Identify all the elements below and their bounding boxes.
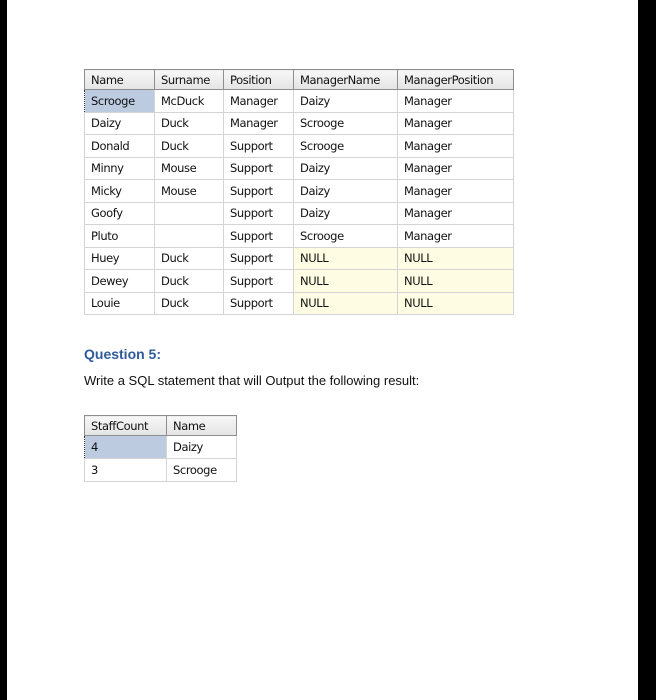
cell-managername[interactable]: Scrooge [294,112,398,135]
cell-position[interactable]: Support [224,202,294,225]
cell-managername[interactable]: NULL [294,270,398,293]
question-title: Question 5: [84,346,162,362]
cell-name[interactable]: Daizy [85,112,155,135]
table-row [85,180,514,203]
expected-result-grid [84,415,237,482]
cell-managerposition[interactable]: Manager [398,180,514,203]
cell-position[interactable]: Manager [224,112,294,135]
table-row [85,90,514,113]
cell-managername[interactable]: NULL [294,292,398,315]
cell-name[interactable]: Daizy [167,436,237,459]
table-row [85,157,514,180]
cell-surname[interactable]: Duck [155,135,224,158]
cell-surname[interactable]: Duck [155,247,224,270]
left-page-edge [0,0,7,700]
table-row [85,112,514,135]
column-header-position[interactable]: Position [224,70,294,90]
cell-managername[interactable]: Daizy [294,202,398,225]
grid-header-row [85,70,514,90]
cell-surname[interactable] [155,225,224,248]
cell-name[interactable]: Louie [85,292,155,315]
column-header-name[interactable]: Name [85,70,155,90]
cell-position[interactable]: Support [224,292,294,315]
cell-staffcount[interactable]: 3 [85,459,167,482]
grid-header-row [85,416,237,436]
cell-managername[interactable]: Scrooge [294,135,398,158]
cell-position[interactable]: Manager [224,90,294,113]
right-page-edge [638,0,656,700]
cell-name[interactable]: Goofy [85,202,155,225]
cell-position[interactable]: Support [224,135,294,158]
cell-surname[interactable]: McDuck [155,90,224,113]
table-row [85,270,514,293]
cell-name[interactable]: Scrooge [85,90,155,113]
cell-managername[interactable]: Daizy [294,90,398,113]
table-row [85,247,514,270]
cell-managerposition[interactable]: NULL [398,292,514,315]
table-row [85,135,514,158]
cell-managername[interactable]: Daizy [294,157,398,180]
column-header-surname[interactable]: Surname [155,70,224,90]
cell-managername[interactable]: Daizy [294,180,398,203]
table-row [85,459,237,482]
cell-name[interactable]: Minny [85,157,155,180]
cell-staffcount[interactable]: 4 [85,436,167,459]
cell-managerposition[interactable]: Manager [398,157,514,180]
cell-managername[interactable]: Scrooge [294,225,398,248]
cell-surname[interactable]: Mouse [155,180,224,203]
employees-result-grid [84,69,514,315]
cell-surname[interactable]: Duck [155,270,224,293]
cell-managerposition[interactable]: Manager [398,202,514,225]
cell-position[interactable]: Support [224,270,294,293]
cell-position[interactable]: Support [224,225,294,248]
cell-managerposition[interactable]: Manager [398,135,514,158]
cell-surname[interactable]: Mouse [155,157,224,180]
cell-position[interactable]: Support [224,157,294,180]
cell-name[interactable]: Scrooge [167,459,237,482]
cell-surname[interactable]: Duck [155,292,224,315]
column-header-name[interactable]: Name [167,416,237,436]
table-row [85,436,237,459]
cell-surname[interactable]: Duck [155,112,224,135]
cell-position[interactable]: Support [224,247,294,270]
cell-managerposition[interactable]: NULL [398,247,514,270]
table-row [85,225,514,248]
table-row [85,202,514,225]
column-header-managername[interactable]: ManagerName [294,70,398,90]
cell-name[interactable]: Huey [85,247,155,270]
table-row [85,292,514,315]
cell-surname[interactable] [155,202,224,225]
cell-managerposition[interactable]: Manager [398,90,514,113]
cell-name[interactable]: Micky [85,180,155,203]
cell-name[interactable]: Pluto [85,225,155,248]
column-header-staffcount[interactable]: StaffCount [85,416,167,436]
cell-managerposition[interactable]: NULL [398,270,514,293]
cell-name[interactable]: Dewey [85,270,155,293]
cell-position[interactable]: Support [224,180,294,203]
column-header-managerposition[interactable]: ManagerPosition [398,70,514,90]
cell-managerposition[interactable]: Manager [398,112,514,135]
question-text: Write a SQL statement that will Output the following result: [84,373,420,388]
cell-name[interactable]: Donald [85,135,155,158]
cell-managerposition[interactable]: Manager [398,225,514,248]
cell-managername[interactable]: NULL [294,247,398,270]
